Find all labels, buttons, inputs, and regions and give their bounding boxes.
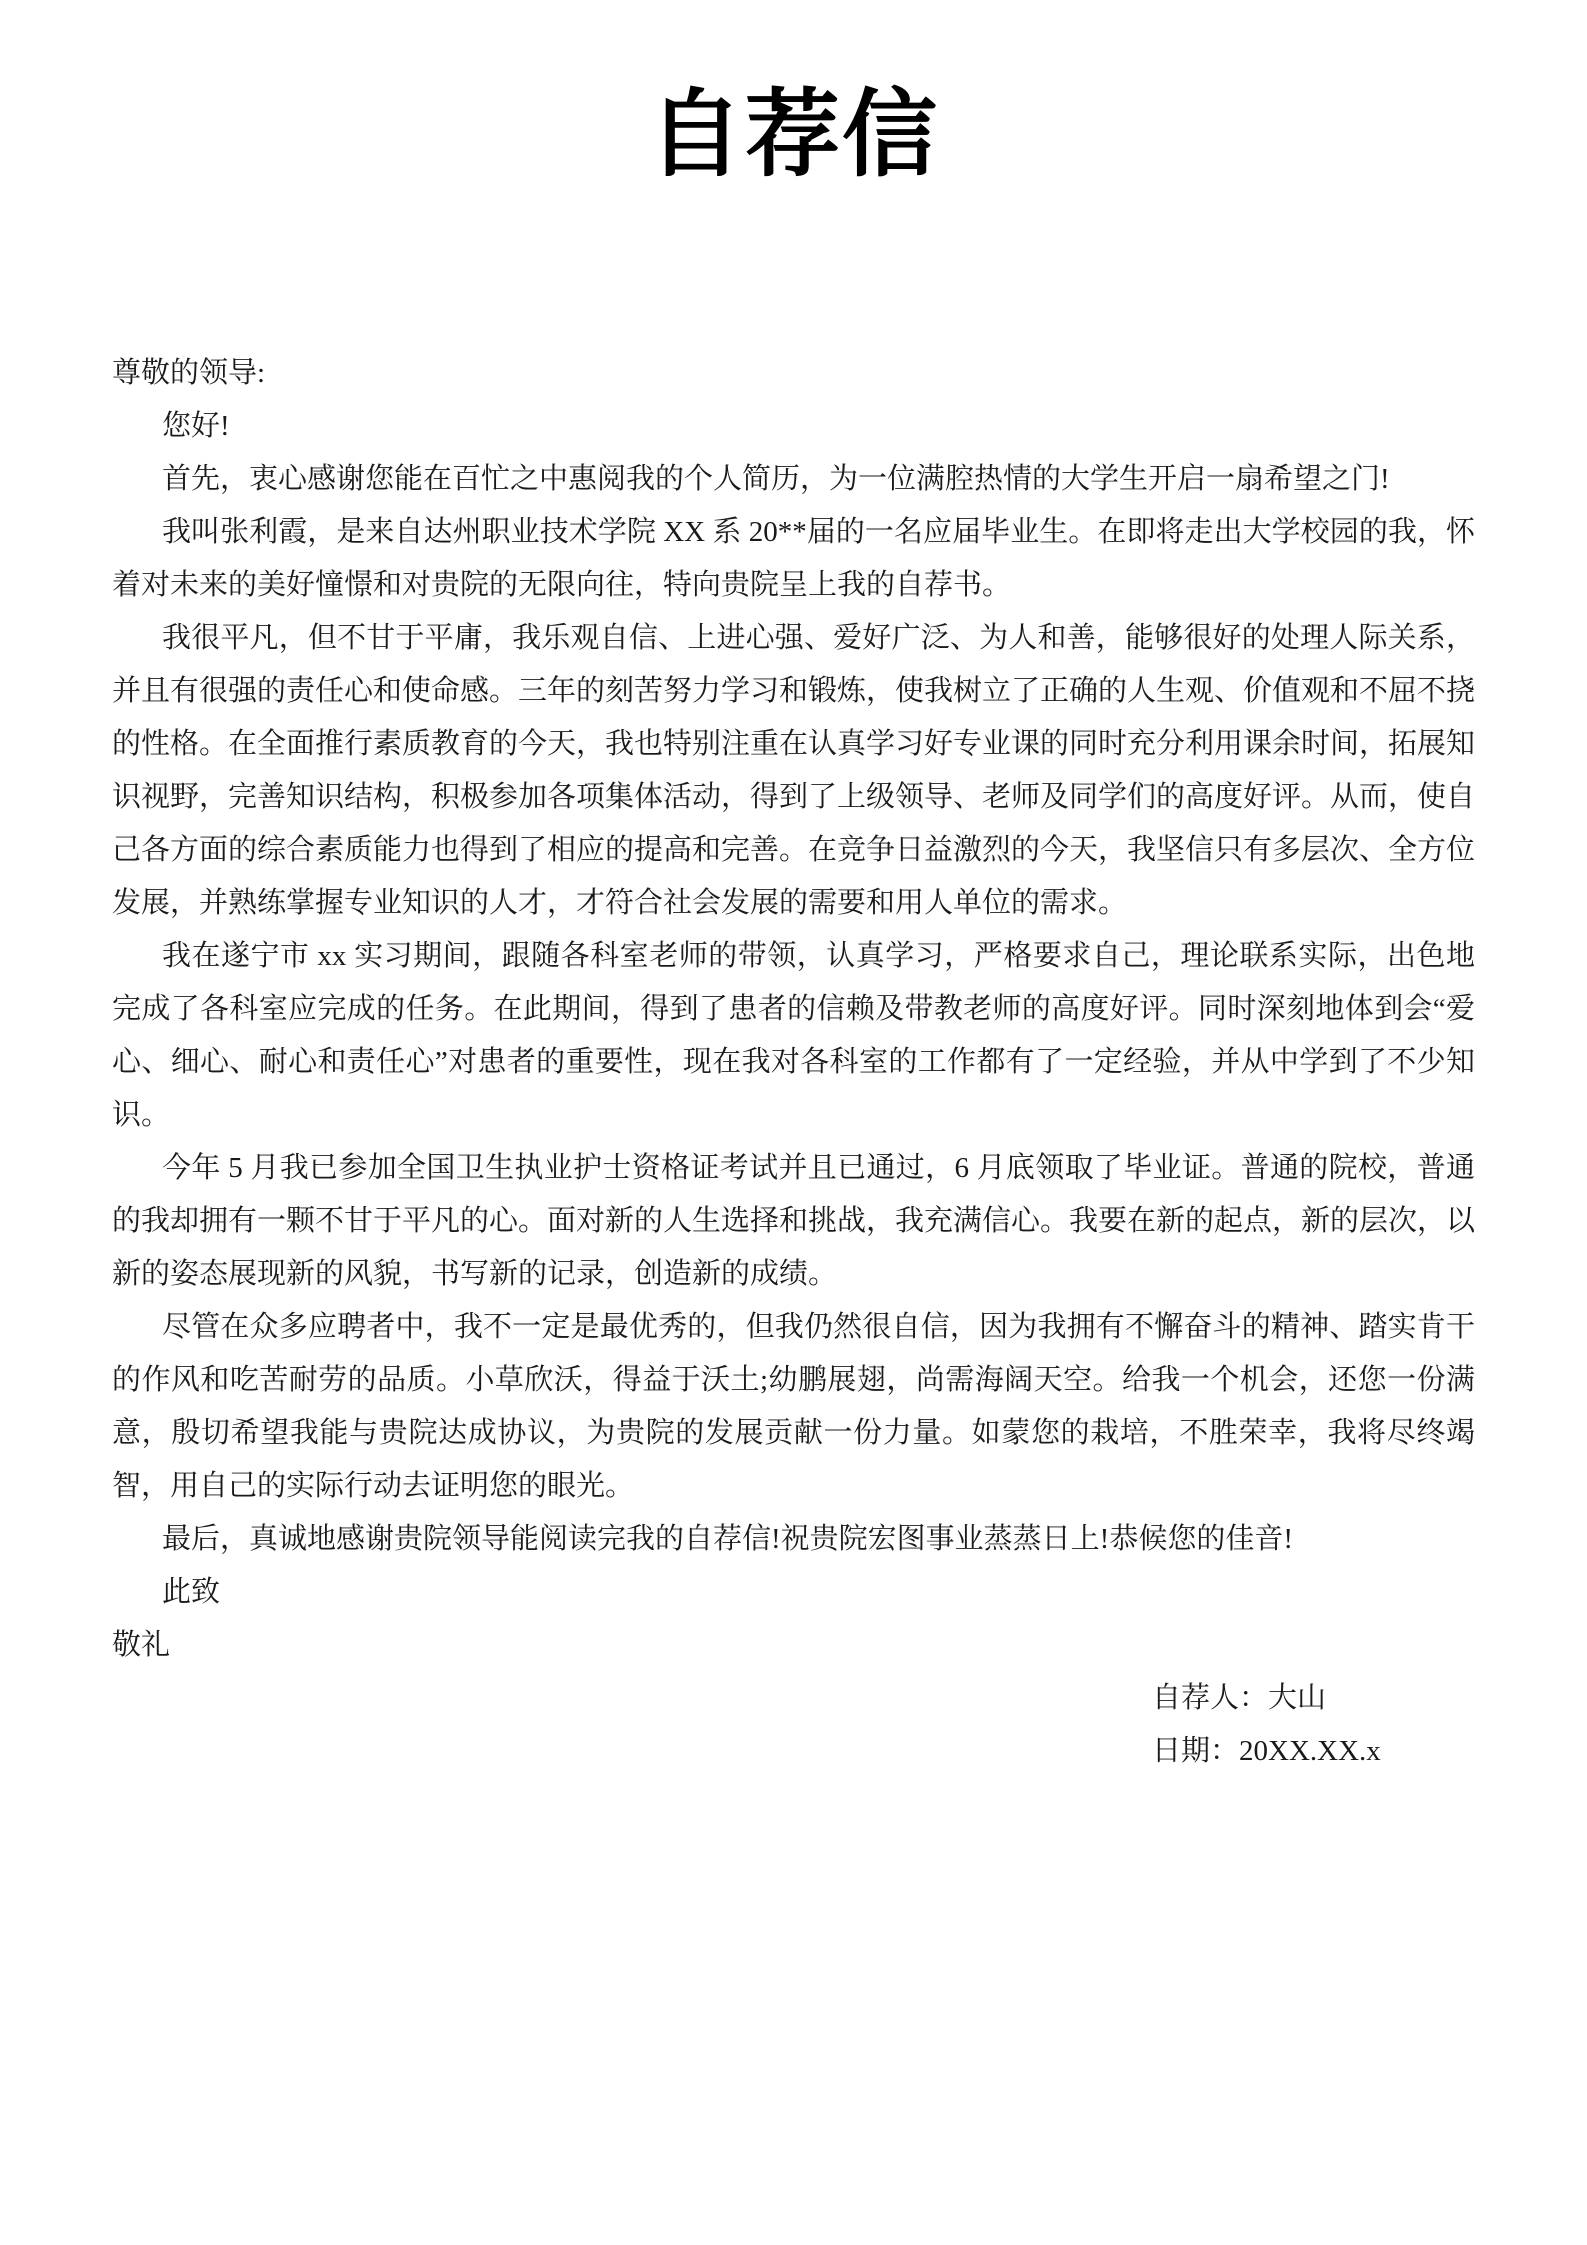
- salutation: 尊敬的领导:: [112, 356, 266, 389]
- paragraph-appeal: 尽管在众多应聘者中，我不一定是最优秀的，但我仍然很自信，因为我拥有不懈奋斗的精神、踏实肯干的作风和吃苦耐劳的品质。小草欣沃，得益于沃土;幼鹏展翅，尚需海阔天空。给我一个机会，还您一份满意，殷切希望我能与贵院达成协议，为贵院的发展贡献一份力量。如蒙您的栽培，不胜荣幸，我将尽终竭智，用自己的实际行动去证明您的眼光。: [112, 1310, 1475, 1502]
- page-title: 自荐信: [647, 82, 939, 188]
- signature-block: [1152, 1672, 1475, 1778]
- letter-body: [112, 347, 1475, 1778]
- closing-jingli: 敬礼: [112, 1628, 171, 1661]
- signature-name: 自荐人：大山: [1152, 1681, 1327, 1714]
- paragraph-certificates: 今年 5 月我已参加全国卫生执业护士资格证考试并且已通过，6 月底领取了毕业证。普通的院校，普通的我却拥有一颗不甘于平凡的心。面对新的人生选择和挑战，我充满信心。我要在新的起点，新的层次，以新的姿态展现新的风貌，书写新的记录，创造新的成绩。: [112, 1151, 1476, 1290]
- paragraph-thanks: 首先，衷心感谢您能在百忙之中惠阅我的个人简历，为一位满腔热情的大学生开启一扇希望之门!: [162, 462, 1390, 495]
- paragraph-self-introduction: 我叫张利霞，是来自达州职业技术学院 XX 系 20**届的一名应届毕业生。在即将走出大学校园的我，怀着对未来的美好憧憬和对贵院的无限向往，特向贵院呈上我的自荐书。: [112, 515, 1475, 601]
- paragraph-self-evaluation: 我很平凡，但不甘于平庸，我乐观自信、上进心强、爱好广泛、为人和善，能够很好的处理人际关系，并且有很强的责任心和使命感。三年的刻苦努力学习和锻炼，使我树立了正确的人生观、价值观和不屈不挠的性格。在全面推行素质教育的今天，我也特别注重在认真学习好专业课的同时充分利用课余时间，拓展知识视野，完善知识结构，积极参加各项集体活动，得到了上级领导、老师及同学们的高度好评。从而，使自己各方面的综合素质能力也得到了相应的提高和完善。在竞争日益激烈的今天，我坚信只有多层次、全方位发展，并熟练掌握专业知识的人才，才符合社会发展的需要和用人单位的需求。: [112, 621, 1476, 919]
- paragraph-final-thanks: 最后，真诚地感谢贵院领导能阅读完我的自荐信!祝贵院宏图事业蒸蒸日上!恭候您的佳音!: [162, 1522, 1293, 1555]
- paragraph-internship: 我在遂宁市 xx 实习期间，跟随各科室老师的带领，认真学习，严格要求自己，理论联系实际，出色地完成了各科室应完成的任务。在此期间，得到了患者的信赖及带教老师的高度好评。同时深刻地体到会“爱心、细心、耐心和责任心”对患者的重要性，现在我对各科室的工作都有了一定经验，并从中学到了不少知识。: [112, 939, 1475, 1131]
- paragraph-greeting: 您好!: [162, 409, 230, 442]
- signature-date: 日期：20XX.XX.x: [1152, 1734, 1381, 1767]
- closing-cizhi: 此致: [162, 1575, 221, 1608]
